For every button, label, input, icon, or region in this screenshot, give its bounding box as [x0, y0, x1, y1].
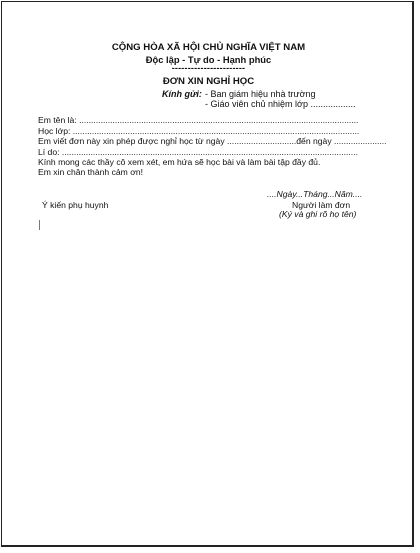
recipients-label: Kính gửi:: [162, 89, 202, 99]
recipient-school-board: - Ban giám hiệu nhà trường: [205, 89, 316, 99]
document-page: [1, 1, 414, 547]
national-title: CỘNG HÒA XÃ HỘI CHỦ NGHĨA VIỆT NAM: [111, 42, 306, 53]
leave-dates-line[interactable]: Em viết đơn này xin phép được nghỉ học từ ngày .............................đến ngày ......................: [38, 136, 387, 146]
national-motto: Độc lập - Tự do - Hạnh phúc: [145, 54, 272, 65]
thanks-sentence: Em xin chân thành cảm ơn!: [38, 167, 143, 177]
parent-opinion-label: Ý kiến phụ huynh: [42, 200, 109, 210]
header-divider: -----------------------: [171, 63, 246, 73]
reason-line[interactable]: Lí do: ............................................................................................................................: [38, 147, 358, 157]
document-title: ĐƠN XIN NGHỈ HỌC: [162, 76, 255, 87]
text-cursor: [39, 220, 40, 230]
request-sentence: Kính mong các thầy cô xem xét, em hứa sẽ học bài và làm bài tập đầy đủ.: [38, 157, 321, 167]
student-name-line[interactable]: Em tên là: .....................................................................................................................: [38, 115, 359, 125]
applicant-label: Người làm đơn: [292, 200, 351, 210]
date-line[interactable]: ....Ngày...Tháng...Năm....: [267, 189, 363, 199]
recipient-homeroom-teacher: - Giáo viên chủ nhiệm lớp ..................: [205, 99, 356, 109]
class-line[interactable]: Học lớp: ........................................................................................................................: [38, 126, 360, 136]
signature-note: (Ký và ghi rõ họ tên): [279, 209, 357, 219]
